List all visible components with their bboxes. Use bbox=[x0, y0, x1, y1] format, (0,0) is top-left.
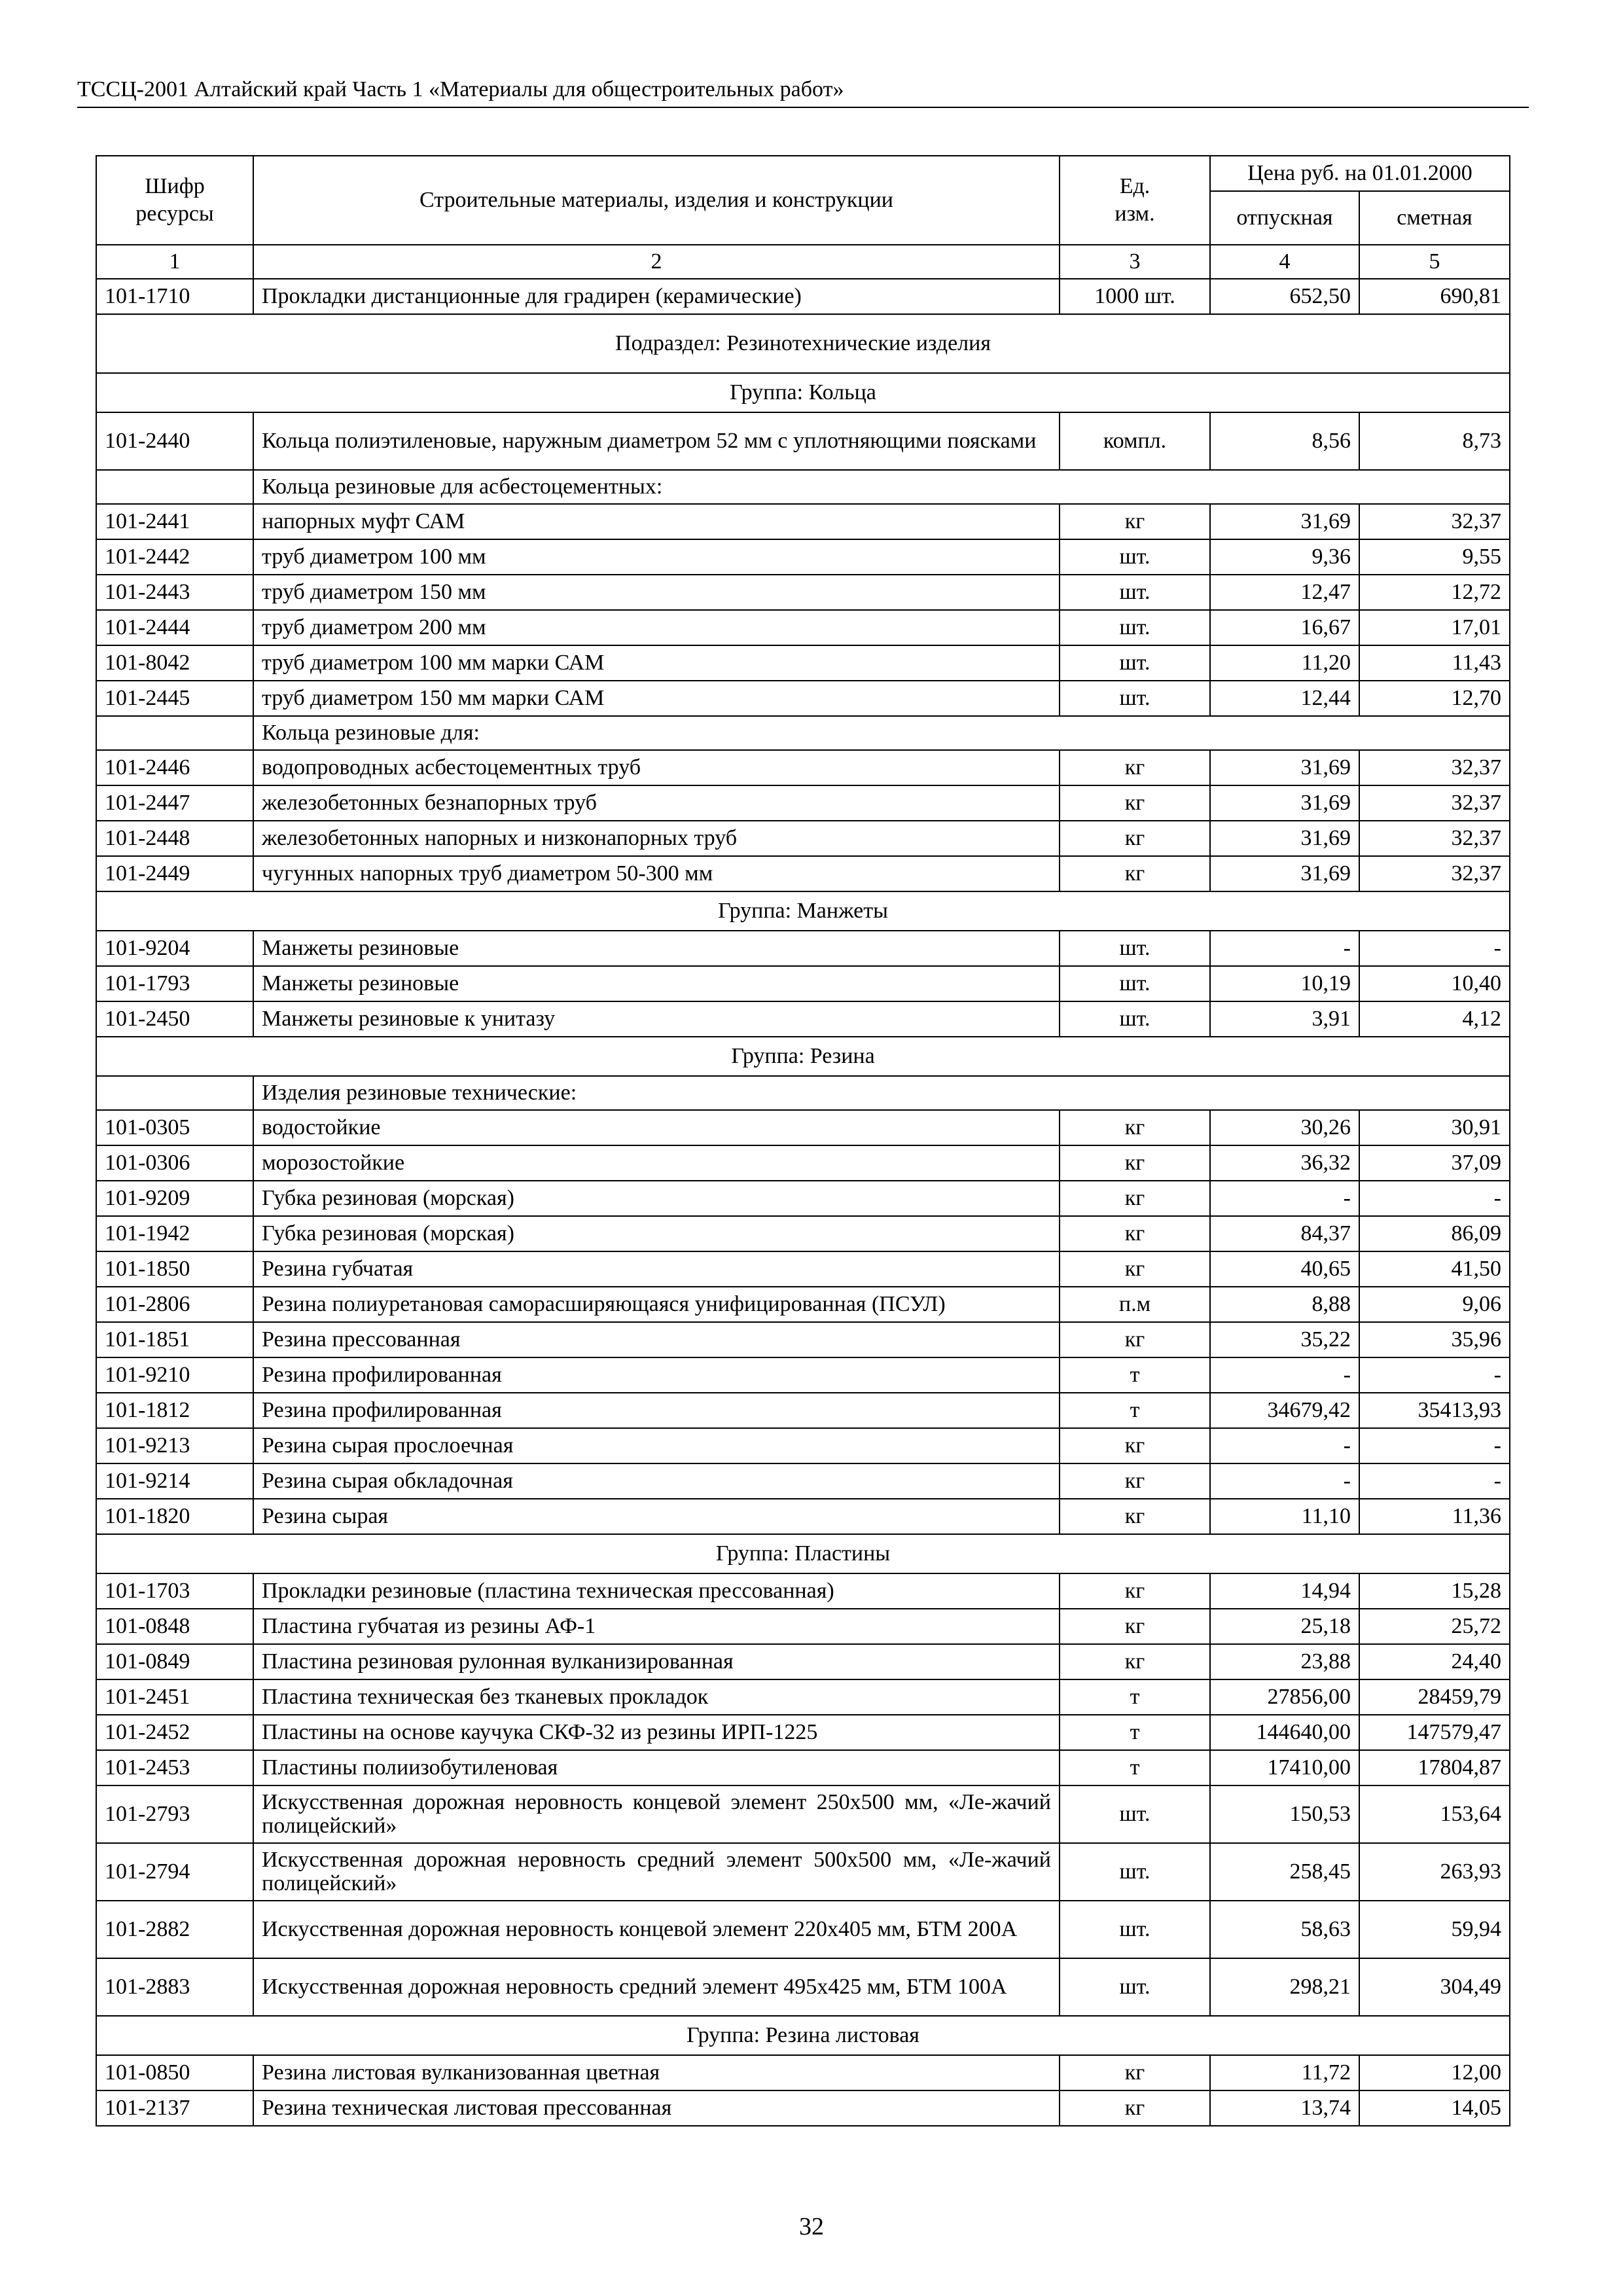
cell-code: 101-1703 bbox=[96, 1573, 253, 1609]
cell-name: Искусственная дорожная неровность концевой элемент 250x500 мм, «Ле-жачий полицейский» bbox=[253, 1785, 1060, 1843]
group-header-row bbox=[96, 891, 1510, 931]
cell-price-release: 31,69 bbox=[1210, 504, 1359, 539]
cell-price-estimate: 12,00 bbox=[1359, 2055, 1510, 2090]
column-header-price-release: отпускная bbox=[1210, 191, 1359, 245]
table-row bbox=[96, 610, 1510, 645]
cell-price-release: 40,65 bbox=[1210, 1251, 1359, 1287]
cell-price-estimate: 24,40 bbox=[1359, 1644, 1510, 1679]
cell-name: труб диаметром 200 мм bbox=[253, 610, 1060, 645]
cell-price-release: 11,10 bbox=[1210, 1499, 1359, 1534]
cell-price-estimate: 11,36 bbox=[1359, 1499, 1510, 1534]
table-row bbox=[96, 539, 1510, 575]
cell-price-estimate: 11,43 bbox=[1359, 645, 1510, 681]
cell-code: 101-1812 bbox=[96, 1393, 253, 1428]
table-row bbox=[96, 1901, 1510, 1958]
cell-code-empty bbox=[96, 716, 253, 750]
cell-price-release: 35,22 bbox=[1210, 1322, 1359, 1357]
table-row bbox=[96, 1216, 1510, 1251]
cell-code: 101-2806 bbox=[96, 1287, 253, 1322]
price-table bbox=[96, 155, 1510, 2126]
cell-code: 101-2443 bbox=[96, 575, 253, 610]
cell-name: труб диаметром 100 мм марки САМ bbox=[253, 645, 1060, 681]
cell-unit: кг bbox=[1060, 1499, 1210, 1534]
cell-name: железобетонных напорных и низконапорных труб bbox=[253, 821, 1060, 856]
table-row bbox=[96, 1785, 1510, 1843]
cell-price-estimate: 17804,87 bbox=[1359, 1750, 1510, 1785]
table-row bbox=[96, 1322, 1510, 1357]
cell-code: 101-0848 bbox=[96, 1609, 253, 1644]
cell-unit: шт. bbox=[1060, 966, 1210, 1001]
cell-unit: т bbox=[1060, 1393, 1210, 1428]
table-row bbox=[96, 931, 1510, 966]
table-row bbox=[96, 966, 1510, 1001]
cell-code: 101-2444 bbox=[96, 610, 253, 645]
cell-name: Пластины на основе каучука СКФ-32 из резины ИРП-1225 bbox=[253, 1715, 1060, 1750]
page-number: 32 bbox=[799, 2213, 824, 2240]
cell-unit: кг bbox=[1060, 1644, 1210, 1679]
cell-code: 101-0306 bbox=[96, 1145, 253, 1181]
cell-name: Резина профилированная bbox=[253, 1357, 1060, 1393]
page-header-title: ТССЦ-2001 Алтайский край Часть 1 «Материалы для общестроительных работ» bbox=[77, 77, 844, 101]
cell-price-release: 652,50 bbox=[1210, 279, 1359, 314]
cell-price-estimate: - bbox=[1359, 931, 1510, 966]
cell-code: 101-2453 bbox=[96, 1750, 253, 1785]
cell-name: Искусственная дорожная неровность средний элемент 495x425 мм, БТМ 100А bbox=[253, 1958, 1060, 2016]
cell-price-estimate: 10,40 bbox=[1359, 966, 1510, 1001]
cell-price-release: - bbox=[1210, 1428, 1359, 1463]
group-header-row bbox=[96, 373, 1510, 412]
cell-price-release: 10,19 bbox=[1210, 966, 1359, 1001]
cell-unit: шт. bbox=[1060, 575, 1210, 610]
cell-code: 101-2449 bbox=[96, 856, 253, 891]
cell-price-release: 298,21 bbox=[1210, 1958, 1359, 2016]
table-row bbox=[96, 2055, 1510, 2090]
cell-price-release: 144640,00 bbox=[1210, 1715, 1359, 1750]
cell-code: 101-9210 bbox=[96, 1357, 253, 1393]
cell-price-estimate: 9,55 bbox=[1359, 539, 1510, 575]
cell-code: 101-1942 bbox=[96, 1216, 253, 1251]
cell-name: Кольца полиэтиленовые, наружным диаметром 52 мм с уплотняющими поясками bbox=[253, 412, 1060, 470]
cell-price-estimate: 14,05 bbox=[1359, 2090, 1510, 2126]
cell-price-estimate: 28459,79 bbox=[1359, 1679, 1510, 1715]
column-header-price-group: Цена руб. на 01.01.2000 bbox=[1210, 156, 1510, 191]
cell-unit: 1000 шт. bbox=[1060, 279, 1210, 314]
cell-name: Резина полиуретановая саморасширяющаяся унифицированная (ПСУЛ) bbox=[253, 1287, 1060, 1322]
cell-code: 101-0849 bbox=[96, 1644, 253, 1679]
cell-code: 101-0305 bbox=[96, 1110, 253, 1145]
cell-unit: кг bbox=[1060, 1322, 1210, 1357]
cell-price-release: 30,26 bbox=[1210, 1110, 1359, 1145]
column-number: 2 bbox=[253, 245, 1060, 279]
cell-code: 101-9213 bbox=[96, 1428, 253, 1463]
table-row bbox=[96, 2090, 1510, 2126]
cell-price-estimate: - bbox=[1359, 1181, 1510, 1216]
cell-name: напорных муфт САМ bbox=[253, 504, 1060, 539]
cell-code: 101-2448 bbox=[96, 821, 253, 856]
group-header-row bbox=[96, 1037, 1510, 1076]
group-title: Группа: Кольца bbox=[96, 373, 1510, 412]
cell-unit: компл. bbox=[1060, 412, 1210, 470]
cell-price-release: - bbox=[1210, 1181, 1359, 1216]
cell-code: 101-9209 bbox=[96, 1181, 253, 1216]
cell-price-release: - bbox=[1210, 1357, 1359, 1393]
cell-price-estimate: 37,09 bbox=[1359, 1145, 1510, 1181]
cell-price-estimate: 690,81 bbox=[1359, 279, 1510, 314]
cell-name: Резина сырая обкладочная bbox=[253, 1463, 1060, 1499]
cell-name: труб диаметром 150 мм марки САМ bbox=[253, 681, 1060, 716]
table-row bbox=[96, 1393, 1510, 1428]
cell-price-estimate: 17,01 bbox=[1359, 610, 1510, 645]
table-row bbox=[96, 1287, 1510, 1322]
table-row bbox=[96, 575, 1510, 610]
cell-price-release: 84,37 bbox=[1210, 1216, 1359, 1251]
cell-price-release: 23,88 bbox=[1210, 1644, 1359, 1679]
cell-price-release: 17410,00 bbox=[1210, 1750, 1359, 1785]
cell-name: Резина прессованная bbox=[253, 1322, 1060, 1357]
cell-price-release: - bbox=[1210, 931, 1359, 966]
table-row bbox=[96, 1145, 1510, 1181]
cell-name: Резина техническая листовая прессованная bbox=[253, 2090, 1060, 2126]
cell-unit: кг bbox=[1060, 1573, 1210, 1609]
header-divider bbox=[77, 107, 1529, 108]
cell-price-release: 150,53 bbox=[1210, 1785, 1359, 1843]
cell-price-release: 27856,00 bbox=[1210, 1679, 1359, 1715]
cell-price-estimate: 32,37 bbox=[1359, 856, 1510, 891]
cell-code: 101-2883 bbox=[96, 1958, 253, 2016]
group-title: Группа: Резина bbox=[96, 1037, 1510, 1076]
cell-name: Искусственная дорожная неровность средний элемент 500x500 мм, «Ле-жачий полицейский» bbox=[253, 1843, 1060, 1901]
cell-name: Манжеты резиновые bbox=[253, 966, 1060, 1001]
table-row bbox=[96, 1715, 1510, 1750]
cell-code: 101-2446 bbox=[96, 750, 253, 785]
table-row bbox=[96, 412, 1510, 470]
cell-name: Губка резиновая (морская) bbox=[253, 1181, 1060, 1216]
cell-price-release: 16,67 bbox=[1210, 610, 1359, 645]
category-note-row bbox=[96, 1076, 1510, 1110]
table-row bbox=[96, 1644, 1510, 1679]
table-row bbox=[96, 279, 1510, 314]
cell-name: Резина сырая bbox=[253, 1499, 1060, 1534]
cell-code: 101-1820 bbox=[96, 1499, 253, 1534]
table-row bbox=[96, 1428, 1510, 1463]
cell-code: 101-1851 bbox=[96, 1322, 253, 1357]
column-number: 4 bbox=[1210, 245, 1359, 279]
cell-price-estimate: 32,37 bbox=[1359, 821, 1510, 856]
cell-price-estimate: - bbox=[1359, 1357, 1510, 1393]
table-row bbox=[96, 1499, 1510, 1534]
table-row bbox=[96, 504, 1510, 539]
cell-code: 101-2445 bbox=[96, 681, 253, 716]
cell-unit: шт. bbox=[1060, 931, 1210, 966]
cell-price-release: 258,45 bbox=[1210, 1843, 1359, 1901]
cell-price-release: 12,47 bbox=[1210, 575, 1359, 610]
column-number: 3 bbox=[1060, 245, 1210, 279]
cell-price-estimate: 25,72 bbox=[1359, 1609, 1510, 1644]
group-header-row bbox=[96, 1534, 1510, 1573]
cell-price-estimate: 32,37 bbox=[1359, 504, 1510, 539]
cell-code: 101-8042 bbox=[96, 645, 253, 681]
table-row bbox=[96, 821, 1510, 856]
cell-name: Прокладки дистанционные для градирен (керамические) bbox=[253, 279, 1060, 314]
cell-name: Резина сырая прослоечная bbox=[253, 1428, 1060, 1463]
cell-code: 101-1793 bbox=[96, 966, 253, 1001]
category-note-row bbox=[96, 470, 1510, 504]
cell-price-release: 11,72 bbox=[1210, 2055, 1359, 2090]
cell-unit: кг bbox=[1060, 750, 1210, 785]
cell-name: чугунных напорных труб диаметром 50-300 мм bbox=[253, 856, 1060, 891]
cell-price-estimate: 9,06 bbox=[1359, 1287, 1510, 1322]
table-row bbox=[96, 856, 1510, 891]
cell-price-release: 14,94 bbox=[1210, 1573, 1359, 1609]
cell-code: 101-2447 bbox=[96, 785, 253, 821]
cell-unit: шт. bbox=[1060, 645, 1210, 681]
cell-price-release: 11,20 bbox=[1210, 645, 1359, 681]
cell-unit: т bbox=[1060, 1679, 1210, 1715]
column-header-unit: Ед. изм. bbox=[1060, 156, 1210, 245]
cell-code: 101-2442 bbox=[96, 539, 253, 575]
cell-code: 101-2441 bbox=[96, 504, 253, 539]
cell-unit: шт. bbox=[1060, 1843, 1210, 1901]
cell-price-estimate: 32,37 bbox=[1359, 750, 1510, 785]
cell-unit: кг bbox=[1060, 1216, 1210, 1251]
column-number: 5 bbox=[1359, 245, 1510, 279]
cell-price-estimate: 12,72 bbox=[1359, 575, 1510, 610]
cell-unit: кг bbox=[1060, 2090, 1210, 2126]
table-row bbox=[96, 1463, 1510, 1499]
cell-price-release: 25,18 bbox=[1210, 1609, 1359, 1644]
cell-price-estimate: 263,93 bbox=[1359, 1843, 1510, 1901]
cell-price-estimate: 8,73 bbox=[1359, 412, 1510, 470]
cell-unit: кг bbox=[1060, 821, 1210, 856]
cell-unit: кг bbox=[1060, 1463, 1210, 1499]
cell-code: 101-1710 bbox=[96, 279, 253, 314]
cell-code: 101-2882 bbox=[96, 1901, 253, 1958]
cell-unit: т bbox=[1060, 1357, 1210, 1393]
cell-unit: кг bbox=[1060, 504, 1210, 539]
cell-unit: кг bbox=[1060, 1145, 1210, 1181]
cell-unit: т bbox=[1060, 1715, 1210, 1750]
cell-unit: кг bbox=[1060, 1110, 1210, 1145]
cell-price-release: 9,36 bbox=[1210, 539, 1359, 575]
subsection-header-row bbox=[96, 314, 1510, 373]
cell-price-release: 31,69 bbox=[1210, 750, 1359, 785]
table-row bbox=[96, 1181, 1510, 1216]
cell-unit: шт. bbox=[1060, 610, 1210, 645]
cell-name: морозостойкие bbox=[253, 1145, 1060, 1181]
cell-name: Прокладки резиновые (пластина техническая прессованная) bbox=[253, 1573, 1060, 1609]
cell-unit: кг bbox=[1060, 1428, 1210, 1463]
cell-code: 101-2793 bbox=[96, 1785, 253, 1843]
cell-price-release: 31,69 bbox=[1210, 856, 1359, 891]
table-row bbox=[96, 1001, 1510, 1037]
cell-price-release: 8,56 bbox=[1210, 412, 1359, 470]
table-row bbox=[96, 785, 1510, 821]
group-title: Группа: Пластины bbox=[96, 1534, 1510, 1573]
cell-name: труб диаметром 100 мм bbox=[253, 539, 1060, 575]
cell-unit: шт. bbox=[1060, 681, 1210, 716]
table-row bbox=[96, 1573, 1510, 1609]
category-note-row bbox=[96, 716, 1510, 750]
cell-price-estimate: 304,49 bbox=[1359, 1958, 1510, 2016]
table-row bbox=[96, 750, 1510, 785]
cell-unit: шт. bbox=[1060, 1785, 1210, 1843]
table-row bbox=[96, 1110, 1510, 1145]
cell-code: 101-9214 bbox=[96, 1463, 253, 1499]
cell-code-empty bbox=[96, 1076, 253, 1110]
group-title: Группа: Манжеты bbox=[96, 891, 1510, 931]
cell-unit: шт. bbox=[1060, 1958, 1210, 2016]
cell-price-estimate: 41,50 bbox=[1359, 1251, 1510, 1287]
subsection-title: Подраздел: Резинотехнические изделия bbox=[96, 314, 1510, 373]
cell-code: 101-2450 bbox=[96, 1001, 253, 1037]
cell-unit: кг bbox=[1060, 1181, 1210, 1216]
cell-price-estimate: 15,28 bbox=[1359, 1573, 1510, 1609]
category-note: Изделия резиновые технические: bbox=[253, 1076, 1510, 1110]
cell-price-release: - bbox=[1210, 1463, 1359, 1499]
cell-unit: кг bbox=[1060, 785, 1210, 821]
table-row bbox=[96, 645, 1510, 681]
cell-name: железобетонных безнапорных труб bbox=[253, 785, 1060, 821]
table-row bbox=[96, 1958, 1510, 2016]
cell-price-estimate: 32,37 bbox=[1359, 785, 1510, 821]
cell-price-estimate: 35,96 bbox=[1359, 1322, 1510, 1357]
cell-name: Губка резиновая (морская) bbox=[253, 1216, 1060, 1251]
cell-unit: шт. bbox=[1060, 539, 1210, 575]
cell-code-empty bbox=[96, 470, 253, 504]
cell-price-estimate: 147579,47 bbox=[1359, 1715, 1510, 1750]
table-row bbox=[96, 1251, 1510, 1287]
cell-name: Резина губчатая bbox=[253, 1251, 1060, 1287]
cell-price-estimate: 12,70 bbox=[1359, 681, 1510, 716]
cell-name: водостойкие bbox=[253, 1110, 1060, 1145]
cell-name: Пластина резиновая рулонная вулканизированная bbox=[253, 1644, 1060, 1679]
cell-code: 101-2794 bbox=[96, 1843, 253, 1901]
cell-code: 101-0850 bbox=[96, 2055, 253, 2090]
column-header-code: Шифр ресурсы bbox=[96, 156, 253, 245]
column-numbers-row bbox=[96, 245, 1510, 279]
cell-name: Пластина губчатая из резины АФ-1 bbox=[253, 1609, 1060, 1644]
cell-price-estimate: 35413,93 bbox=[1359, 1393, 1510, 1428]
table-row bbox=[96, 1843, 1510, 1901]
cell-unit: кг bbox=[1060, 856, 1210, 891]
cell-code: 101-2451 bbox=[96, 1679, 253, 1715]
cell-unit: п.м bbox=[1060, 1287, 1210, 1322]
table-row bbox=[96, 1750, 1510, 1785]
group-header-row bbox=[96, 2016, 1510, 2055]
cell-price-release: 8,88 bbox=[1210, 1287, 1359, 1322]
cell-price-estimate: 153,64 bbox=[1359, 1785, 1510, 1843]
cell-name: Пластина техническая без тканевых прокладок bbox=[253, 1679, 1060, 1715]
cell-price-release: 12,44 bbox=[1210, 681, 1359, 716]
cell-name: Манжеты резиновые bbox=[253, 931, 1060, 966]
category-note: Кольца резиновые для: bbox=[253, 716, 1510, 750]
cell-price-estimate: 30,91 bbox=[1359, 1110, 1510, 1145]
cell-unit: кг bbox=[1060, 2055, 1210, 2090]
column-number: 1 bbox=[96, 245, 253, 279]
cell-price-release: 3,91 bbox=[1210, 1001, 1359, 1037]
table-row bbox=[96, 1357, 1510, 1393]
cell-code: 101-2452 bbox=[96, 1715, 253, 1750]
table-row bbox=[96, 1609, 1510, 1644]
cell-price-release: 34679,42 bbox=[1210, 1393, 1359, 1428]
cell-name: Манжеты резиновые к унитазу bbox=[253, 1001, 1060, 1037]
cell-price-estimate: - bbox=[1359, 1463, 1510, 1499]
group-title: Группа: Резина листовая bbox=[96, 2016, 1510, 2055]
cell-price-release: 13,74 bbox=[1210, 2090, 1359, 2126]
cell-price-estimate: 86,09 bbox=[1359, 1216, 1510, 1251]
cell-price-estimate: 59,94 bbox=[1359, 1901, 1510, 1958]
cell-unit: шт. bbox=[1060, 1901, 1210, 1958]
cell-unit: кг bbox=[1060, 1609, 1210, 1644]
table-row bbox=[96, 1679, 1510, 1715]
cell-name: труб диаметром 150 мм bbox=[253, 575, 1060, 610]
cell-price-estimate: 4,12 bbox=[1359, 1001, 1510, 1037]
cell-unit: шт. bbox=[1060, 1001, 1210, 1037]
column-header-price-estimate: сметная bbox=[1359, 191, 1510, 245]
cell-unit: кг bbox=[1060, 1251, 1210, 1287]
cell-code: 101-1850 bbox=[96, 1251, 253, 1287]
cell-price-estimate: - bbox=[1359, 1428, 1510, 1463]
cell-name: Резина профилированная bbox=[253, 1393, 1060, 1428]
cell-name: Искусственная дорожная неровность концевой элемент 220x405 мм, БТМ 200А bbox=[253, 1901, 1060, 1958]
column-header-name: Строительные материалы, изделия и конструкции bbox=[253, 156, 1060, 245]
cell-code: 101-2440 bbox=[96, 412, 253, 470]
table-row bbox=[96, 681, 1510, 716]
cell-price-release: 31,69 bbox=[1210, 785, 1359, 821]
cell-price-release: 58,63 bbox=[1210, 1901, 1359, 1958]
cell-unit: т bbox=[1060, 1750, 1210, 1785]
cell-name: Резина листовая вулканизованная цветная bbox=[253, 2055, 1060, 2090]
cell-price-release: 36,32 bbox=[1210, 1145, 1359, 1181]
cell-name: Пластины полиизобутиленовая bbox=[253, 1750, 1060, 1785]
category-note: Кольца резиновые для асбестоцементных: bbox=[253, 470, 1510, 504]
cell-code: 101-2137 bbox=[96, 2090, 253, 2126]
table-body bbox=[96, 279, 1510, 2126]
cell-code: 101-9204 bbox=[96, 931, 253, 966]
cell-name: водопроводных асбестоцементных труб bbox=[253, 750, 1060, 785]
cell-price-release: 31,69 bbox=[1210, 821, 1359, 856]
